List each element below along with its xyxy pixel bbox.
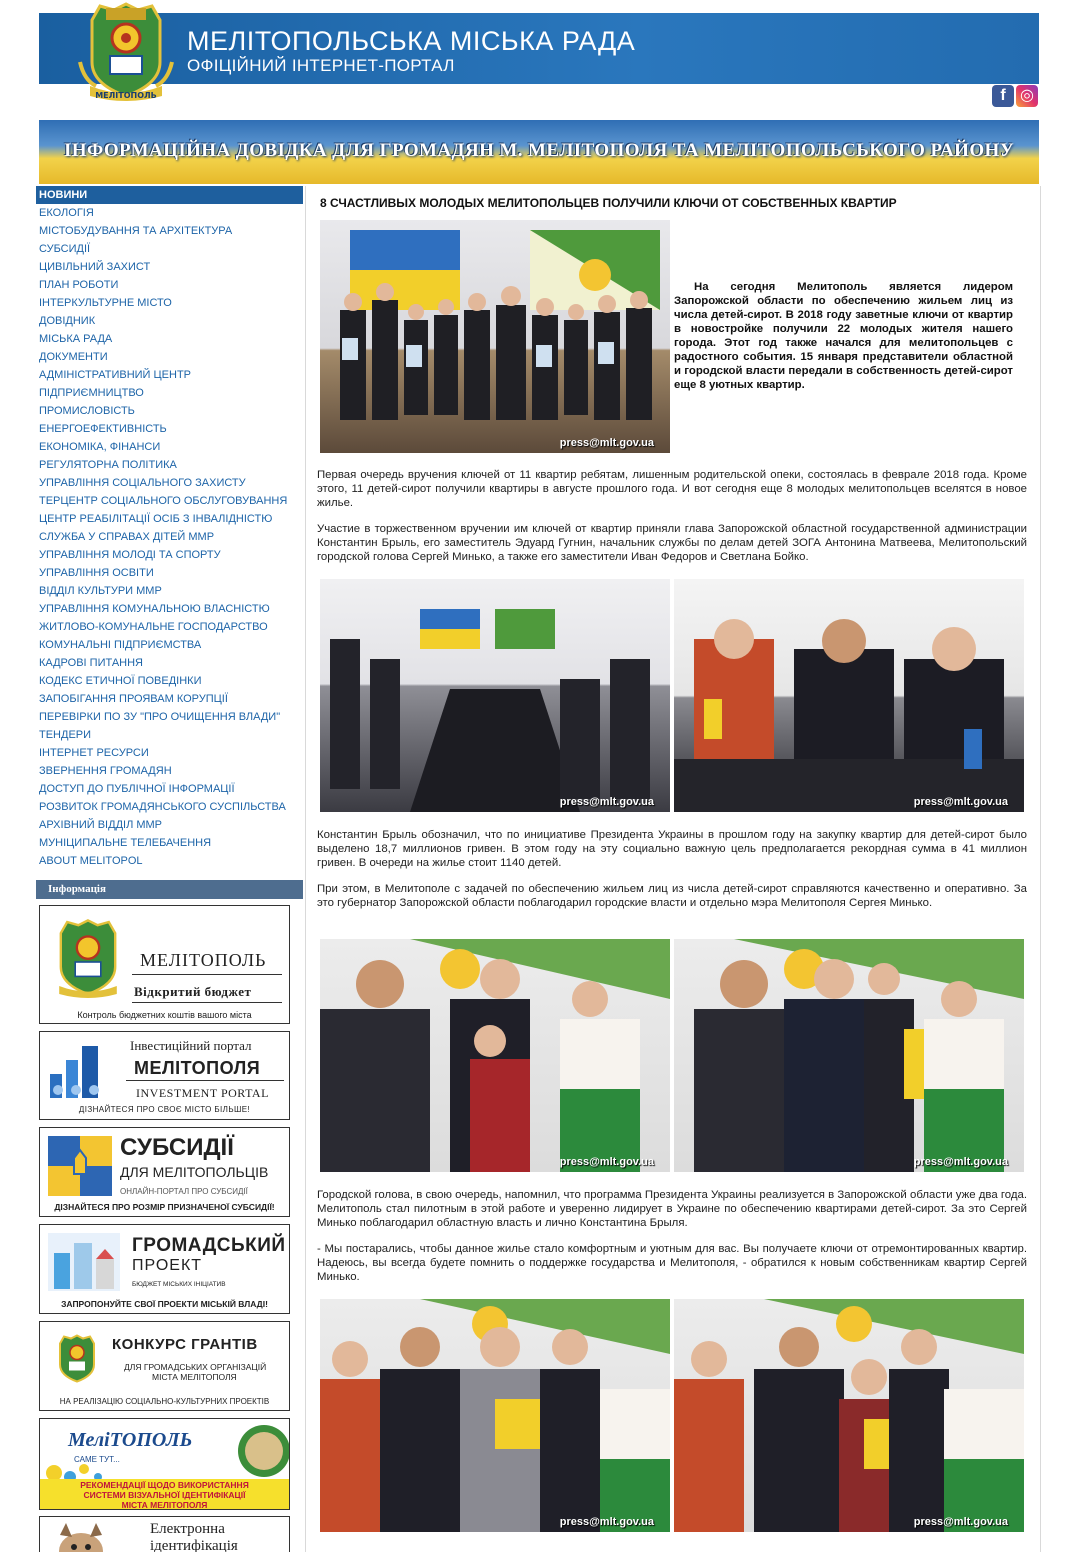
sidebar-item-work-plan[interactable]: ПЛАН РОБОТИ bbox=[39, 279, 119, 291]
article-photo-7[interactable] bbox=[674, 1299, 1024, 1532]
photo-watermark: press@mlt.gov.ua bbox=[913, 1516, 1008, 1528]
officials-at-table-illustration bbox=[674, 579, 1024, 812]
article-photo-2[interactable] bbox=[320, 579, 670, 812]
identity-tag: САМЕ ТУТ... bbox=[74, 1455, 120, 1464]
sidebar-item-citizen-appeals[interactable]: ЗВЕРНЕННЯ ГРОМАДЯН bbox=[39, 765, 172, 777]
sidebar-item-youth-sport[interactable]: УПРАВЛІННЯ МОЛОДІ ТА СПОРТУ bbox=[39, 549, 221, 561]
handing-keys-illustration bbox=[320, 939, 670, 1172]
identity-line3: МІСТА МЕЛІТОПОЛЯ bbox=[121, 1500, 208, 1510]
subsidy-caption: ДІЗНАЙТЕСЯ ПРО РОЗМІР ПРИЗНАЧЕНОЇ СУБСИДІЇ! bbox=[54, 1202, 275, 1212]
article-paragraph-2: Участие в торжественном вручении им ключей от квартир приняли глава Запорожской областной государственной администрации Константин Брыль, его заместитель Эдуард Гугнин, начальник службы по делам детей ЗОГА Антонина Матвеева, Мелитопольский городской голова Сергей Минько, а также его заместители Иван Федоров и Светлана Бойко. bbox=[317, 523, 1027, 563]
sidebar-item-about-melitopol[interactable]: ABOUT MELITOPOL bbox=[39, 855, 143, 867]
sidebar-item-admin-center[interactable]: АДМІНІСТРАТИВНИЙ ЦЕНТР bbox=[39, 369, 191, 381]
instagram-icon[interactable]: ◎ bbox=[1016, 85, 1038, 107]
budget-title: Відкритий бюджет bbox=[134, 984, 252, 999]
article-paragraph-5: Городской голова, в свою очередь, напомнил, что программа Президента Украины реализуется в Запорожской области уже два года. Мелитополь стал пилотным в этой работе и уверенно лидирует в Украине по обеспечению квартирами детей-сирот. За это Сергей Минько поблагодарил областную власть и лично Константина Брыля. bbox=[317, 1189, 1027, 1229]
sidebar-item-urban-planning[interactable]: МІСТОБУДУВАННЯ ТА АРХІТЕКТУРА bbox=[39, 225, 233, 237]
photo-watermark: press@mlt.gov.ua bbox=[559, 1156, 654, 1168]
article-photo-3[interactable] bbox=[674, 579, 1024, 812]
subsidies-flag-icon bbox=[48, 1136, 112, 1196]
sidebar-item-economy[interactable]: ЕКОНОМІКА, ФІНАНСИ bbox=[39, 441, 161, 453]
invest-line2: МЕЛІТОПОЛЯ bbox=[134, 1058, 261, 1078]
sidebar-item-city-council[interactable]: МІСЬКА РАДА bbox=[39, 333, 113, 345]
visual-identity-banner[interactable] bbox=[39, 1418, 290, 1510]
info-banner[interactable] bbox=[39, 120, 1039, 184]
coat-of-arms-small-icon bbox=[52, 1330, 102, 1388]
sidebar-item-education[interactable]: УПРАВЛІННЯ ОСВІТИ bbox=[39, 567, 154, 579]
sidebar-item-documents[interactable]: ДОКУМЕНТИ bbox=[39, 351, 108, 363]
sidebar-item-social-service-center[interactable]: ТЕРЦЕНТР СОЦІАЛЬНОГО ОБСЛУГОВУВАННЯ bbox=[39, 495, 288, 507]
project-line: БЮДЖЕТ МІСЬКИХ ІНІЦІАТИВ bbox=[132, 1281, 226, 1288]
invest-line3: INVESTMENT PORTAL bbox=[136, 1086, 269, 1100]
sidebar-item-utilities[interactable]: КОМУНАЛЬНІ ПІДПРИЄМСТВА bbox=[39, 639, 202, 651]
invest-line1: Інвестиційний портал bbox=[130, 1038, 252, 1053]
civic-project-banner[interactable] bbox=[39, 1224, 290, 1314]
article-photo-4[interactable] bbox=[320, 939, 670, 1172]
sidebar-item-municipal-property[interactable]: УПРАВЛІННЯ КОМУНАЛЬНОЮ ВЛАСНІСТЮ bbox=[39, 603, 270, 615]
sidebar-item-energy-efficiency[interactable]: ЕНЕРГОЕФЕКТИВНІСТЬ bbox=[39, 423, 167, 435]
subsidy-subtitle: ДЛЯ МЕЛІТОПОЛЬЦІВ bbox=[120, 1164, 269, 1180]
sidebar-item-lustration[interactable]: ПЕРЕВІРКИ ПО ЗУ "ПРО ОЧИЩЕННЯ ВЛАДИ" bbox=[39, 711, 281, 723]
invest-caption: ДІЗНАЙТЕСЯ ПРО СВОЄ МІСТО БІЛЬШЕ! bbox=[78, 1105, 251, 1114]
sidebar-item-subsidies[interactable]: СУБСИДІЇ bbox=[39, 243, 91, 255]
photo-watermark: press@mlt.gov.ua bbox=[559, 437, 654, 449]
eid-line2: ідентифікація bbox=[150, 1538, 238, 1552]
award-ceremony-illustration bbox=[320, 1299, 670, 1532]
grants-title: КОНКУРС ГРАНТІВ bbox=[112, 1336, 258, 1353]
grants-contest-banner[interactable] bbox=[39, 1321, 290, 1411]
investment-chart-icon bbox=[46, 1038, 110, 1102]
project-caption: ЗАПРОПОНУЙТЕ СВОЇ ПРОЕКТИ МІСЬКІЙ ВЛАДІ! bbox=[61, 1299, 268, 1309]
facebook-icon[interactable]: f bbox=[992, 85, 1014, 107]
open-budget-banner[interactable] bbox=[39, 905, 290, 1024]
e-identification-banner[interactable] bbox=[39, 1516, 290, 1552]
article-paragraph-4: При этом, в Мелитополе с задачей по обеспечению жильем лиц из числа детей-сирот справляются качественно и оперативно. За это губернатор Запорожской области поблагодарил городские власти и отдельно мэра Мелитополя Сергея Минько. bbox=[317, 883, 1027, 909]
award-ceremony-illustration bbox=[674, 1299, 1024, 1532]
sidebar-item-regulatory-policy[interactable]: РЕГУЛЯТОРНА ПОЛІТИКА bbox=[39, 459, 177, 471]
sidebar-item-archive[interactable]: АРХІВНИЙ ВІДДІЛ ММР bbox=[39, 819, 163, 831]
sidebar-item-children-service[interactable]: СЛУЖБА У СПРАВАХ ДІТЕЙ ММР bbox=[39, 531, 215, 543]
sidebar-item-social-protection[interactable]: УПРАВЛІННЯ СОЦІАЛЬНОГО ЗАХИСТУ bbox=[39, 477, 246, 489]
sidebar-item-ethics-code[interactable]: КОДЕКС ЕТИЧНОЇ ПОВЕДІНКИ bbox=[39, 675, 202, 687]
photo-watermark: press@mlt.gov.ua bbox=[559, 796, 654, 808]
identity-line2: СИСТЕМИ ВІЗУАЛЬНОЇ ІДЕНТИФІКАЦІЇ bbox=[83, 1490, 246, 1500]
sidebar-item-municipal-tv[interactable]: МУНІЦИПАЛЬНЕ ТЕЛЕБАЧЕННЯ bbox=[39, 837, 212, 849]
city-buildings-icon bbox=[48, 1233, 120, 1291]
sidebar-item-anti-corruption[interactable]: ЗАПОБІГАННЯ ПРОЯВАМ КОРУПЦІЇ bbox=[39, 693, 228, 705]
eid-line1: Електронна bbox=[150, 1521, 225, 1537]
sidebar-item-civil-defense[interactable]: ЦИВІЛЬНИЙ ЗАХИСТ bbox=[39, 261, 151, 273]
sidebar-item-intercultural-city[interactable]: ІНТЕРКУЛЬТУРНЕ МІСТО bbox=[39, 297, 172, 309]
subsidies-banner[interactable] bbox=[39, 1127, 290, 1217]
site-title[interactable]: МЕЛІТОПОЛЬСЬКА МІСЬКА РАДА bbox=[187, 26, 636, 56]
grants-caption: НА РЕАЛІЗАЦІЮ СОЦІАЛЬНО-КУЛЬТУРНИХ ПРОЕКТІВ bbox=[59, 1397, 270, 1406]
handing-keys-illustration bbox=[674, 939, 1024, 1172]
investment-portal-banner[interactable] bbox=[39, 1031, 290, 1120]
photo-watermark: press@mlt.gov.ua bbox=[913, 1156, 1008, 1168]
sidebar-item-industry[interactable]: ПРОМИСЛОВІСТЬ bbox=[39, 405, 135, 417]
grants-line1: ДЛЯ ГРОМАДСЬКИХ ОРГАНІЗАЦІЙ bbox=[124, 1362, 267, 1372]
article-photo-1[interactable] bbox=[320, 220, 670, 453]
photo-watermark: press@mlt.gov.ua bbox=[913, 796, 1008, 808]
article-paragraph-6: - Мы постарались, чтобы данное жилье стало комфортным и уютным для вас. Вы получаете ключи от отремонтированных квартир. Надеюсь, вы всегда будете помнить о поддержке государства и Мелитополя, - обратился к новым собственникам квартир Сергей Минько. bbox=[317, 1243, 1027, 1283]
city-coat-of-arms-logo[interactable] bbox=[76, 0, 176, 102]
site-subtitle: ОФІЦІЙНИЙ ІНТЕРНЕТ-ПОРТАЛ bbox=[187, 56, 455, 75]
budget-city: МЕЛІТОПОЛЬ bbox=[140, 950, 267, 970]
article-paragraph-1: Первая очередь вручения ключей от 11 квартир ребятам, лишенным родительской опеки, состоялась в феврале 2018 года. Кроме этого, 11 детей-сирот получили квартиры в августе прошлого года. И вот сегодня еще 8 молодых мелитопольцев вселятся в новое жилье. bbox=[317, 469, 1027, 509]
sidebar-item-entrepreneurship[interactable]: ПІДПРИЄМНИЦТВО bbox=[39, 387, 144, 399]
coat-of-arms-icon bbox=[48, 912, 128, 1004]
identity-logo: МеліТОПОЛЬ bbox=[68, 1429, 193, 1451]
sidebar-item-hr[interactable]: КАДРОВІ ПИТАННЯ bbox=[39, 657, 143, 669]
sidebar-item-public-info[interactable]: ДОСТУП ДО ПУБЛІЧНОЇ ІНФОРМАЦІЇ bbox=[39, 783, 235, 795]
subsidy-title: СУБСИДІЇ bbox=[120, 1134, 234, 1161]
sidebar-item-housing[interactable]: ЖИТЛОВО-КОМУНАЛЬНЕ ГОСПОДАРСТВО bbox=[39, 621, 268, 633]
article-photo-5[interactable] bbox=[674, 939, 1024, 1172]
sidebar-item-civil-society[interactable]: РОЗВИТОК ГРОМАДЯНСЬКОГО СУСПІЛЬСТВА bbox=[39, 801, 286, 813]
subsidy-line: ОНЛАЙН-ПОРТАЛ ПРО СУБСИДІЇ bbox=[120, 1187, 248, 1196]
sidebar-item-tenders[interactable]: ТЕНДЕРИ bbox=[39, 729, 92, 741]
sidebar-item-news[interactable]: НОВИНИ bbox=[36, 186, 303, 204]
budget-caption: Контроль бюджетних коштів вашого міста bbox=[77, 1010, 252, 1020]
article-title: 8 СЧАСТЛИВЫХ МОЛОДЫХ МЕЛИТОПОЛЬЦЕВ ПОЛУЧИЛИ КЛЮЧИ ОТ СОБСТВЕННЫХ КВАРТИР bbox=[320, 196, 897, 210]
sidebar-item-internet-resources[interactable]: ІНТЕРНЕТ РЕСУРСИ bbox=[39, 747, 149, 759]
article-paragraph-3: Константин Брыль обозначил, что по инициативе Президента Украины в прошлом году на закупку квартир для детей-сирот было выделено 18,7 миллионов гривен. В этом году на эту социально важную цель предполагается рекордная сумма в 41 миллион гривен. В очереди на жилье стоит 1140 детей. bbox=[317, 829, 1027, 869]
meeting-table-illustration bbox=[320, 579, 670, 812]
sidebar-item-ecology[interactable]: ЕКОЛОГІЯ bbox=[39, 207, 94, 219]
sidebar-item-culture[interactable]: ВІДДІЛ КУЛЬТУРИ ММР bbox=[39, 585, 162, 597]
info-banner-text: ІНФОРМАЦІЙНА ДОВІДКА ДЛЯ ГРОМАДЯН М. МЕЛІТОПОЛЯ ТА МЕЛІТОПОЛЬСЬКОГО РАЙОНУ bbox=[63, 140, 1015, 161]
project-subtitle: ПРОЕКТ bbox=[132, 1257, 203, 1274]
project-title: ГРОМАДСЬКИЙ bbox=[132, 1235, 286, 1256]
identity-line1: РЕКОМЕНДАЦІЇ ЩОДО ВИКОРИСТАННЯ bbox=[80, 1480, 249, 1490]
city-circle-icon bbox=[228, 1421, 290, 1479]
sidebar-nav bbox=[36, 186, 303, 870]
dog-icon bbox=[46, 1521, 116, 1552]
logo-text: МЕЛІТОПОЛЬ bbox=[95, 91, 157, 100]
article-photo-6[interactable] bbox=[320, 1299, 670, 1532]
sidebar-item-rehab-center[interactable]: ЦЕНТР РЕАБІЛІТАЦІЇ ОСІБ З ІНВАЛІДНІСТЮ bbox=[39, 513, 273, 525]
photo-watermark: press@mlt.gov.ua bbox=[559, 1516, 654, 1528]
sidebar-item-directory[interactable]: ДОВІДНИК bbox=[39, 315, 96, 327]
info-section-heading: Інформація bbox=[36, 880, 303, 899]
article-lead: На сегодня Мелитополь является лидером Запорожской области по обеспечению жильем лиц из числа детей-сирот. В 2018 году заветные ключи от квартир в новостройке получили 22 молодых жителя нашего города. Этот год также начался для мелитопольцев с радостного события. 15 января представители областной и городской власти передали в собственность детей-сирот еще 8 уютных квартир. bbox=[674, 281, 1013, 391]
group-photo-illustration bbox=[320, 220, 670, 453]
grants-line2: МІСТА МЕЛІТОПОЛЯ bbox=[152, 1372, 237, 1382]
